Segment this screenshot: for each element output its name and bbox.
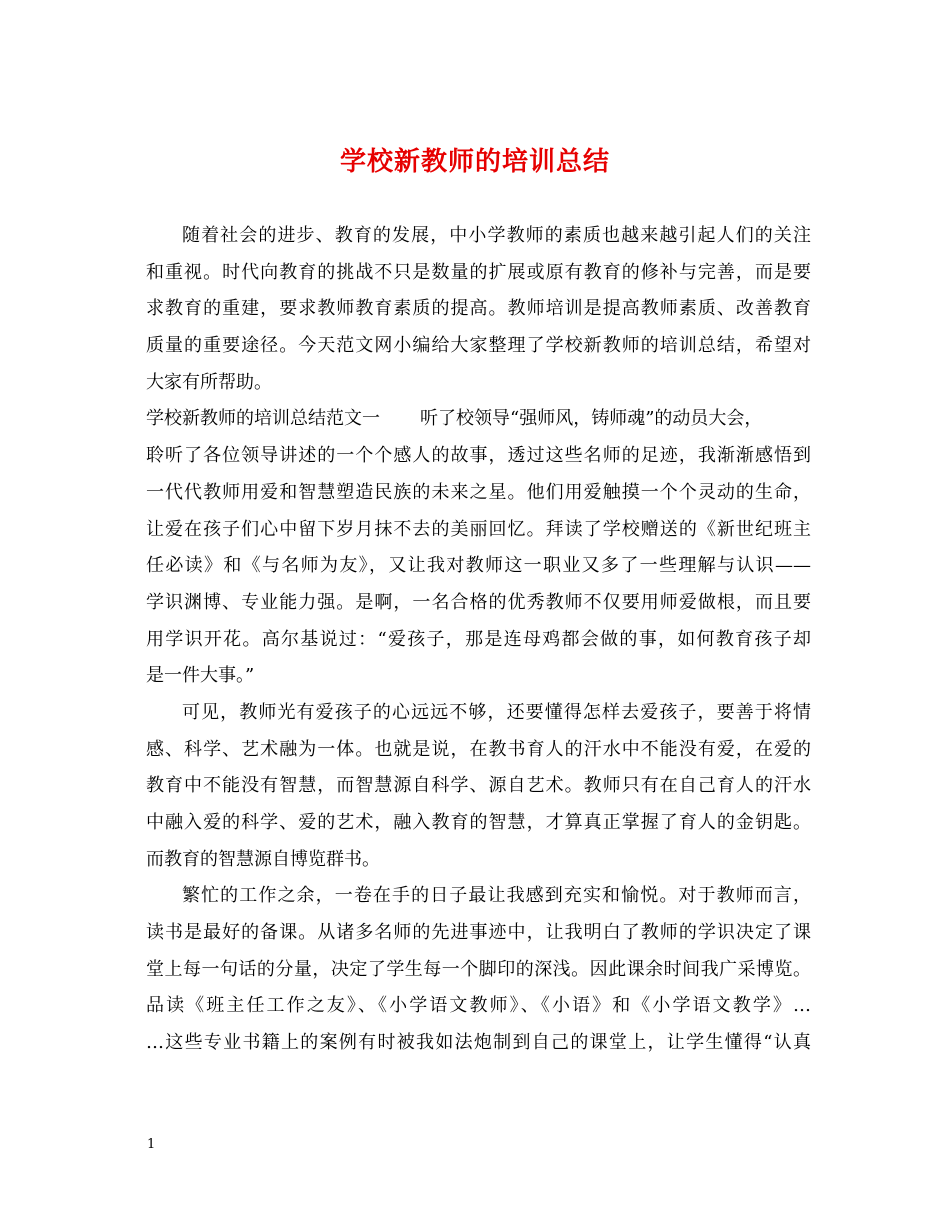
text-line: 求教育的重建，要求教师教育素质的提高。教师培训是提高教师素质、改善教育 [146, 298, 811, 320]
text-line: 是一件大事。” [146, 665, 255, 687]
text-line: 聆听了各位领导讲述的一个个感人的故事，透过这些名师的足迹，我渐渐感悟到 [146, 445, 811, 467]
text-line [146, 401, 811, 438]
text-line: 教育中不能没有智慧，而智慧源自科学、源自艺术。教师只有在自己育人的汗水 [146, 775, 811, 797]
text-line: 让爱在孩子们心中留下岁月抹不去的美丽回忆。拜读了学校赠送的《新世纪班主 [146, 518, 811, 540]
document-body [146, 218, 811, 1062]
section-first-sentence: 听了校领导“强师风，铸师魂”的动员大会， [420, 408, 763, 430]
text-line: 随着社会的进步、教育的发展，中小学教师的素质也越来越引起人们的关注 [182, 225, 811, 246]
text-line: 而教育的智慧源自博览群书。 [146, 848, 380, 870]
document-title: 学校新教师的培训总结 [339, 147, 610, 177]
text-line: 中融入爱的科学、爱的艺术，融入教育的智慧，才算真正掌握了育人的金钥匙。 [146, 812, 811, 833]
text-line: 和重视。时代向教育的挑战不只是数量的扩展或原有教育的修补与完善，而是要 [146, 261, 811, 283]
text-line: 质量的重要途径。今天范文网小编给大家整理了学校新教师的培训总结，希望对 [146, 335, 811, 357]
text-line: 繁忙的工作之余，一卷在手的日子最让我感到充实和愉悦。对于教师而言， [182, 885, 811, 907]
text-line: 堂上每一句话的分量，决定了学生每一个脚印的深浅。因此课余时间我广采博览。 [146, 958, 811, 980]
text-line: 品读《班主任工作之友》、《小学语文教师》、《小语》和《小学语文教学》… [146, 995, 811, 1017]
text-line: 任必读》和《与名师为友》，又让我对教师这一职业又多了一些理解与认识—— [146, 555, 811, 577]
text-line: 读书是最好的备课。从诸多名师的先进事迹中，让我明白了教师的学识决定了课 [146, 922, 811, 944]
text-line: 感、科学、艺术融为一体。也就是说，在教书育人的汗水中不能没有爱，在爱的 [146, 738, 811, 760]
text-line: 学识渊博、专业能力强。是啊，一名合格的优秀教师不仅要用师爱做根，而且要 [146, 591, 811, 613]
page-number: 1 [147, 1137, 156, 1152]
text-line: 大家有所帮助。 [146, 371, 272, 393]
text-line: …这些专业书籍上的案例有时被我如法炮制到自己的课堂上，让学生懂得“认真 [146, 1032, 811, 1054]
text-line: 用学识开花。高尔基说过：“爱孩子，那是连母鸡都会做的事，如何教育孩子却 [146, 628, 811, 650]
text-line: 一代代教师用爱和智慧塑造民族的未来之星。他们用爱触摸一个个灵动的生命， [146, 481, 811, 503]
text-line: 可见，教师光有爱孩子的心远远不够，还要懂得怎样去爱孩子，要善于将情 [182, 701, 811, 723]
section-heading: 学校新教师的培训总结范文一 [146, 408, 380, 430]
